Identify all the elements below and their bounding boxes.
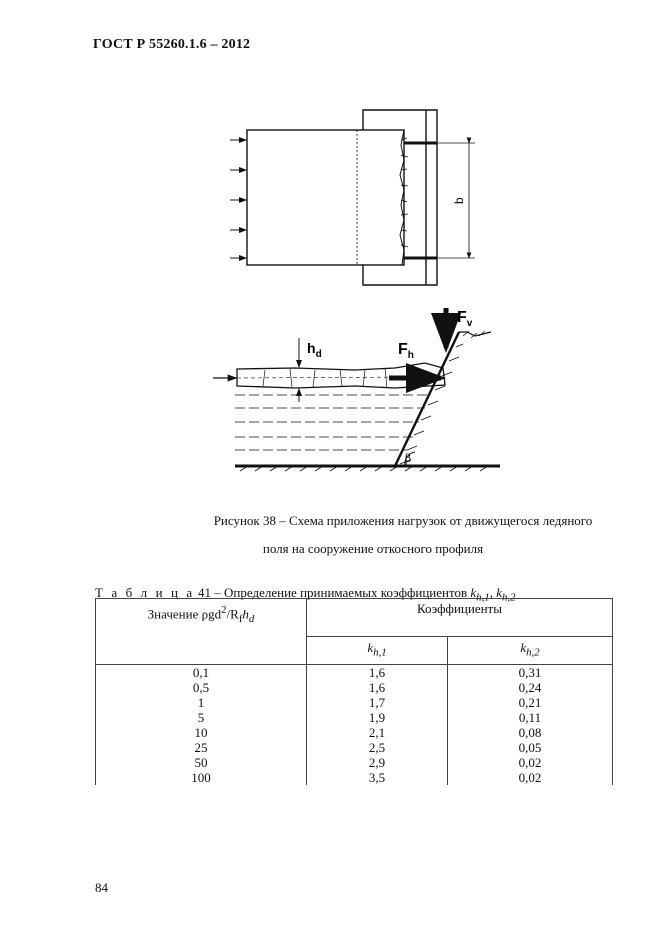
figure-caption-line-2: поля на сооружение откосного профиля	[262, 541, 484, 556]
horizontal-force-label: $F_h$	[398, 341, 414, 361]
k1-value-cell: 1,9	[307, 710, 448, 725]
plan-view	[247, 110, 475, 285]
table-row	[96, 695, 613, 710]
slope-angle-label: β	[405, 452, 412, 465]
table-row	[96, 664, 613, 680]
k1-value-cell: 2,1	[307, 725, 448, 740]
param-value-cell: 5	[96, 710, 307, 725]
page-number: 84	[95, 880, 108, 895]
k2-value-cell: 0,08	[448, 725, 613, 740]
param-value-cell: 0,5	[96, 680, 307, 695]
plan-load-arrows	[230, 140, 246, 258]
vertical-force-label: $F_v$	[457, 309, 473, 329]
param-value-cell: 1	[96, 695, 307, 710]
table-row	[96, 755, 613, 770]
table-row	[96, 725, 613, 740]
k2-value-cell: 0,31	[448, 664, 613, 680]
param-value-cell: 100	[96, 770, 307, 785]
table-title: Т а б л и ц а 41 – Определение принимаемых коэффициентов $k_{h,1}$, $k_{h,2}$	[95, 585, 516, 604]
coefficient-table	[95, 598, 613, 785]
k1-value-cell: 2,9	[307, 755, 448, 770]
k1-header: $k_{h,1}$	[307, 637, 448, 665]
param-value-cell: 10	[96, 725, 307, 740]
k2-header: $k_{h,2}$	[448, 637, 613, 665]
k1-value-cell: 1,7	[307, 695, 448, 710]
k2-value-cell: 0,05	[448, 740, 613, 755]
k1-value-cell: 1,6	[307, 664, 448, 680]
k2-value-cell: 0,21	[448, 695, 613, 710]
k1-value-cell: 2,5	[307, 740, 448, 755]
k2-value-cell: 0,24	[448, 680, 613, 695]
param-value-cell: 0,1	[96, 664, 307, 680]
table-row	[96, 740, 613, 755]
table-row	[96, 710, 613, 725]
document-header: ГОСТ Р 55260.1.6 – 2012	[93, 37, 251, 52]
coefficients-header: Коэффициенты	[307, 599, 613, 637]
width-label-b: b	[452, 197, 466, 204]
k2-value-cell: 0,02	[448, 755, 613, 770]
k1-value-cell: 1,6	[307, 680, 448, 695]
ice-load-diagram	[205, 100, 505, 485]
k1-value-cell: 3,5	[307, 770, 448, 785]
k2-value-cell: 0,02	[448, 770, 613, 785]
section-view	[213, 308, 500, 471]
ice-thickness-label: $h_d$	[307, 340, 322, 360]
param-value-cell: 50	[96, 755, 307, 770]
param-value-cell: 25	[96, 740, 307, 755]
k2-value-cell: 0,11	[448, 710, 613, 725]
table-row	[96, 770, 613, 785]
param-header: Значение $\rho gd^2/R_fh_d$	[96, 599, 307, 665]
table-row	[96, 680, 613, 695]
figure-caption-line-1: Рисунок 38 – Схема приложения нагрузок от движущегося ледяного	[213, 513, 593, 528]
